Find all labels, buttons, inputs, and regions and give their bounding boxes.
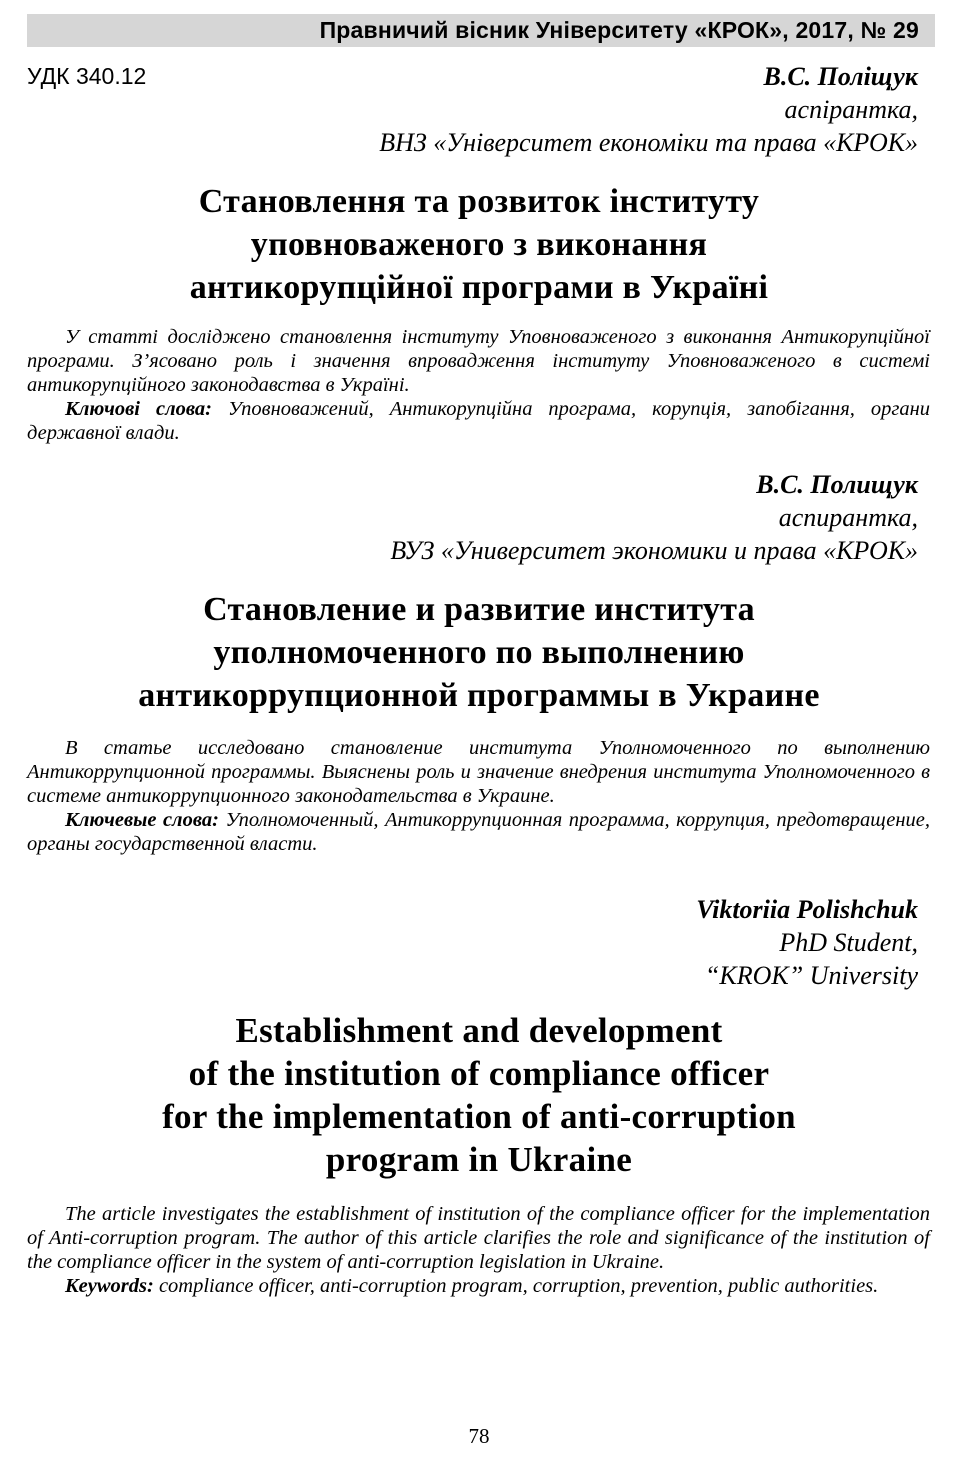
- abstract-block-uk: [27, 325, 930, 445]
- page-number: 78: [468, 1424, 490, 1448]
- title-line: Становление и развитие института: [203, 591, 755, 628]
- title-line: уповноваженого з виконання: [250, 226, 708, 263]
- author-block-ru: [0, 468, 918, 567]
- article-title-en: [20, 1009, 938, 1181]
- author-name-uk: В.С. Поліщук: [763, 62, 918, 91]
- author-name-en: Viktoriia Polishchuk: [696, 895, 918, 924]
- title-line: program in Ukraine: [325, 1140, 633, 1179]
- meta-row: [27, 60, 918, 159]
- title-line: Establishment and development: [235, 1011, 723, 1050]
- abstract-block-en: [27, 1202, 930, 1298]
- title-line: антикорупційної програми в Україні: [189, 269, 769, 306]
- author-affiliation-en: “KROK” University: [704, 961, 918, 990]
- journal-page: [0, 14, 958, 1457]
- journal-banner: Правничий вісник Університету «КРОК», 2017, № 29: [27, 14, 935, 47]
- keywords-text-uk: Уповноважений, Антикорупційна програма, корупція, запобігання, органи державної влади.: [27, 398, 931, 444]
- title-line: антикоррупционной программы в Украине: [138, 677, 820, 714]
- title-line: уполномоченного по выполнению: [213, 634, 745, 671]
- abstract-text-uk: У статті досліджено становлення інституту Уповноваженого з виконання Антикорупційної програми. З’ясовано роль і значення впровадження інституту Уповноваженого в системі антикорупційного законодавства в Україні.: [27, 326, 930, 396]
- keywords-label-ru: Ключевые слова:: [65, 809, 219, 831]
- keywords-text-ru: Уполномоченный, Антикоррупционная программа, коррупция, предотвращение, органы государственной власти.: [27, 809, 931, 855]
- title-line: Становлення та розвиток інституту: [198, 183, 760, 220]
- abstract-block-ru: [27, 736, 930, 856]
- udc-code: УДК 340.12: [27, 63, 147, 89]
- author-role-ru: аспирантка,: [778, 503, 918, 532]
- keywords-label-en: Keywords:: [65, 1275, 154, 1297]
- abstract-text-en: The article investigates the establishment of institution of the compliance officer for the implementation of Anti-corruption program. The author of this article clarifies the role and significance of the institution of the compliance officer in the system of anti-corruption legislation in Ukraine.: [27, 1203, 930, 1273]
- abstract-text-ru: В статье исследовано становление института Уполномоченного по выполнению Антикоррупционной программы. Выяснены роль и значение внедрения института Уполномоченного в системе антикоррупционного законодательства в Украине.: [27, 737, 930, 807]
- author-name-ru: В.С. Полищук: [756, 470, 918, 499]
- keywords-label-uk: Ключові слова:: [65, 398, 212, 420]
- article-title-uk: [20, 180, 938, 309]
- title-line: of the institution of compliance officer: [188, 1054, 770, 1093]
- article-title-ru: [20, 588, 938, 717]
- author-role-en: PhD Student,: [779, 928, 918, 957]
- title-line: for the implementation of anti-corruption: [162, 1097, 796, 1136]
- keywords-text-en: compliance officer, anti-corruption program, corruption, prevention, public authorities.: [158, 1275, 879, 1297]
- keywords-en: [27, 1274, 930, 1298]
- author-block-uk: [379, 60, 918, 159]
- author-affiliation-uk: ВНЗ «Університет економіки та права «КРОК»: [379, 128, 918, 157]
- author-block-en: [0, 893, 918, 992]
- author-affiliation-ru: ВУЗ «Университет экономики и права «КРОК»: [390, 536, 918, 565]
- keywords-ru: [27, 808, 930, 856]
- keywords-uk: [27, 397, 930, 445]
- author-role-uk: аспірантка,: [784, 95, 918, 124]
